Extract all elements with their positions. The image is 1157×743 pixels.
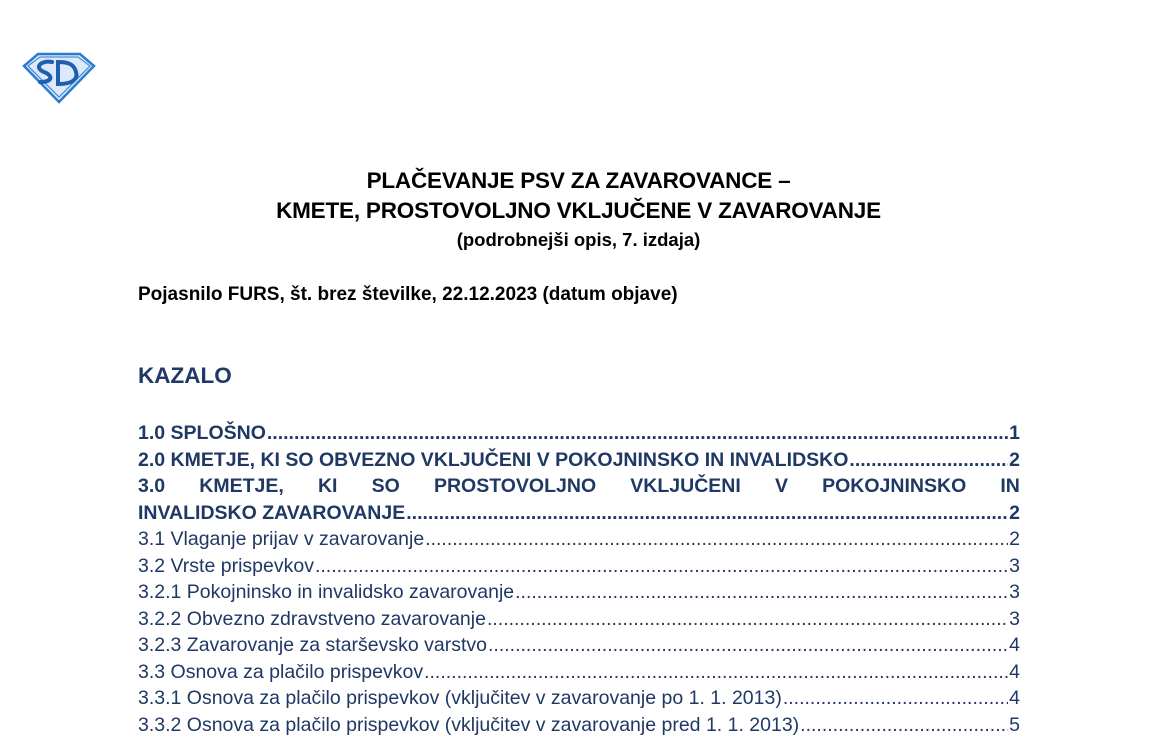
toc-entry-label: 3.2.1 Pokojninsko in invalidsko zavarovanje [138, 581, 515, 603]
toc-entry-page: 2 [1009, 501, 1020, 524]
toc-entry-page: 1 [1009, 422, 1020, 444]
toc-entry-page: 4 [1009, 687, 1020, 709]
toc-entry-page: 3 [1009, 607, 1020, 630]
document-title-line-1: PLAČEVANJE PSV ZA ZAVAROVANCE – [366, 168, 791, 193]
toc-entry-label: 3.2.3 Zavarovanje za starševsko varstvo [138, 634, 487, 656]
toc-leader-dots [800, 712, 1008, 739]
toc-leader-dots [487, 606, 1008, 633]
document-title-line-2: KMETE, PROSTOVOLJNO VKLJUČENE V ZAVAROVANJE [276, 198, 881, 223]
document-subtitle: (podrobnejši opis, 7. izdaja) [456, 229, 701, 250]
toc-leader-dots [849, 447, 1008, 474]
toc-word: IN [1000, 475, 1020, 497]
toc-entry-page: 2 [1009, 528, 1020, 550]
toc-entry-5[interactable] [138, 553, 1020, 580]
toc-leader-dots [406, 500, 1008, 527]
title-block [0, 166, 1157, 254]
toc-heading: KAZALO [138, 363, 232, 388]
toc-leader-dots [267, 420, 1008, 447]
toc-leader-dots [315, 553, 1008, 580]
toc-leader-dots [515, 579, 1008, 606]
toc-entry-8[interactable] [138, 632, 1020, 659]
toc-entry-1[interactable] [138, 420, 1020, 447]
toc-entry-2[interactable] [138, 447, 1020, 474]
toc-word: KI [317, 475, 338, 497]
toc-entry-label: INVALIDSKO ZAVAROVANJE [138, 501, 406, 524]
toc-entry-9[interactable] [138, 659, 1020, 686]
toc-word: 3.0 [138, 475, 166, 497]
toc-entry-page: 4 [1009, 660, 1020, 683]
toc-word: PROSTOVOLJNO [433, 475, 597, 497]
toc-entry-label: 3.3.2 Osnova za plačilo prispevkov (vključitev v zavarovanje pred 1. 1. 2013) [138, 713, 800, 736]
toc-word: V [774, 475, 788, 497]
company-logo-icon [22, 48, 96, 104]
toc-entry-page: 2 [1009, 448, 1020, 471]
toc-entry-11[interactable] [138, 712, 1020, 739]
toc-leader-dots [425, 526, 1008, 553]
document-reference: Pojasnilo FURS, št. brez številke, 22.12.2023 (datum objave) [138, 284, 678, 305]
toc-entry-7[interactable] [138, 606, 1020, 633]
toc-entry-label: 3.1 Vlaganje prijav v zavarovanje [138, 528, 425, 550]
toc-entry-label: 3.3.1 Osnova za plačilo prispevkov (vključitev v zavarovanje po 1. 1. 2013) [138, 687, 782, 709]
toc-leader-dots [783, 685, 1008, 712]
toc-word: VKLJUČENI [630, 475, 741, 497]
toc-leader-dots [424, 659, 1008, 686]
toc-entry-label: 1.0 SPLOŠNO [138, 422, 266, 444]
toc-entry-label: 3.2.2 Obvezno zdravstveno zavarovanje [138, 607, 486, 630]
toc-entry-3-line-2[interactable] [138, 500, 1020, 527]
toc-entry-page: 5 [1009, 713, 1020, 736]
toc-word: POKOJNINSKO [822, 475, 967, 497]
toc-word: KMETJE, [199, 475, 284, 497]
toc-entry-6[interactable] [138, 579, 1020, 606]
toc-entry-3-line-1[interactable] [138, 473, 1020, 500]
table-of-contents [138, 420, 1020, 738]
toc-entry-label: 3.2 Vrste prispevkov [138, 554, 314, 577]
toc-entry-page: 4 [1009, 634, 1020, 656]
toc-entry-4[interactable] [138, 526, 1020, 553]
toc-entry-page: 3 [1009, 554, 1020, 577]
toc-leader-dots [488, 632, 1008, 659]
toc-word: SO [371, 475, 400, 497]
toc-entry-10[interactable] [138, 685, 1020, 712]
toc-entry-label: 3.3 Osnova za plačilo prispevkov [138, 660, 424, 683]
toc-entry-label: 2.0 KMETJE, KI SO OBVEZNO VKLJUČENI V POKOJNINSKO IN INVALIDSKO [138, 448, 849, 471]
toc-entry-page: 3 [1009, 581, 1020, 603]
